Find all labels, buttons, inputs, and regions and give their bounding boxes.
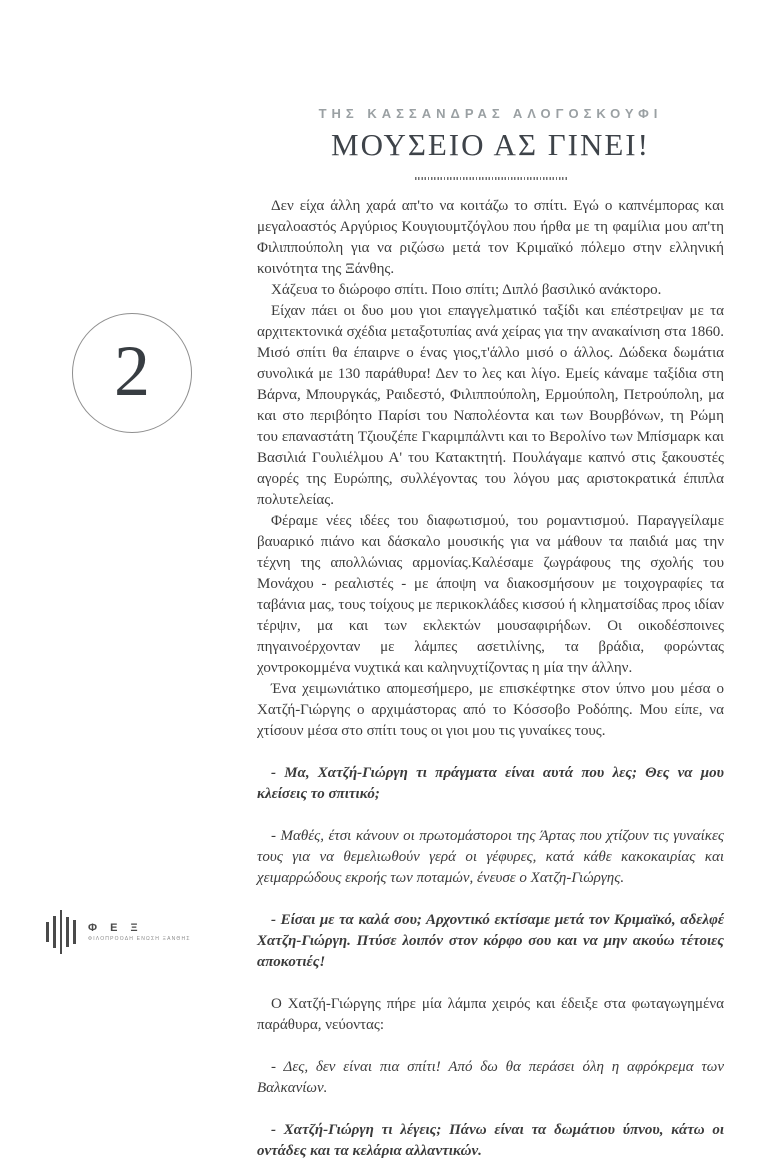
dotted-divider xyxy=(415,177,567,180)
dialogue-paragraph: - Δες, δεν είναι πια σπίτι! Από δω θα περάσει όλη η αφρόκρεμα των Βαλκανίων. xyxy=(257,1059,724,1096)
logo-text xyxy=(88,922,191,942)
logo-subtitle: ΦΙΛΟΠΡΟΟΔΗ ΕΝΩΣΗ ΞΑΝΘΗΣ xyxy=(88,936,191,942)
page-title: ΜΟΥΣΕΙΟ ΑΣ ΓΙΝΕΙ! xyxy=(331,127,650,162)
dialogue-paragraph: - Μα, Χατζή-Γιώργη τι πράγματα είναι αυτά που λες; Θες να μου κλείσεις το σπιτικό; xyxy=(257,765,724,802)
paragraph: Χάζευα το διώροφο σπίτι. Ποιο σπίτι; Διπλό βασιλικό ανάκτορο. xyxy=(271,282,662,298)
paragraph: Ένα χειμωνιάτικο απομεσήμερο, με επισκέφτηκε στον ύπνο μου μέσα ο Χατζή-Γιώργης ο αρχιμάστορας από το Κόσσοβο Ροδόπης. Μου είπε, να χτίσουν μέσα στο σπίτι τους οι γιοι μου τις γυναίκες τους. xyxy=(257,681,724,739)
dialogue-paragraph: - Χατζή-Γιώργη τι λέγεις; Πάνω είναι τα δωμάτιου ύπνου, κάτω οι οντάδες και τα κελάρια αλλαντικών. xyxy=(257,1122,724,1159)
paragraph: Είχαν πάει οι δυο μου γιοι επαγγελματικό ταξίδι και επέστρεψαν με τα αρχιτεκτονικά σχέδια μεταξοτυπίας ανά χείρας για την ανακαίνιση στα 1860. Μισό σπίτι θα έπαιρνε ο ένας γιος,τ'άλλο μισό ο άλλος. Δώδεκα δωμάτια συνολικά με 130 παράθυρα! Δεν το λες και λίγο. Εμείς κάναμε ταξίδια στη Βάρνα, Μπουργκάς, Ραιδεστό, Φιλιππούπολη, Ερμούπολη, Πετρούπολη, μα και στο περιβόητο Παρίσι του Ναπολέοντα και των Βουρβόνων, τη Ρώμη του επαναστάτη Τζιουζέπε Γκαριμπάλντι και το Βερολίνο των Μπίσμαρκ και Βασιλιά Γουλιέλμου Α' του Κατακτητή. Πουλάγαμε καπνό στις ξακουστές αγορές της Ευρώπης, συλλέγοντας του λόγου μας αριστοκρατικά έπιπλα πολυτελείας. xyxy=(257,303,724,508)
paragraph: Ο Χατζή-Γιώργης πήρε μία λάμπα χειρός και έδειξε στα φωταγωγημένα παράθυρα, νεύοντας: xyxy=(257,996,724,1033)
dialogue-paragraph: - Μαθές, έτσι κάνουν οι πρωτομάστοροι της Άρτας που χτίζουν τις γυναίκες τους για να θεμελιωθούν γερά οι γέφυρες, κατά κάθε κακοκαιρίας και χειμαρρώδους εκροής των ποταμών, ένευσε ο Χατζη-Γιώργης. xyxy=(257,828,724,886)
dialogue-paragraph: - Είσαι με τα καλά σου; Αρχοντικό εκτίσαμε μετά τον Κριμαϊκό, αδελφέ Χατζη-Γιώργη. Πτύσε λοιπόν στον κόρφο σου και να μην ακούω τέτοιες αποκοτιές! xyxy=(257,912,724,970)
fex-logo xyxy=(46,910,191,954)
logo-acronym: Φ Ε Ξ xyxy=(88,922,143,934)
page-number-circle xyxy=(72,313,192,433)
paragraph: Φέραμε νέες ιδέες του διαφωτισμού, του ρομαντισμού. Παραγγείλαμε βαυαρικό πιάνο και δάσκαλο μουσικής για να μάθουν τα παιδιά μας την τέχνη της απολλώνιας αρμονίας.Καλέσαμε ζωγράφους της σχολής του Μονάχου - ρεαλιστές - με άποψη να διακοσμήσουν με τοιχογραφίες τα ταβάνια μας, τους τοίχους με περικοκλάδες κισσού ή κληματσίδας προς ιδίαν τέρψιν, μα και των εκλεκτών μουσαφιρήδων. Οι οικοδέσποινες πηγαινοέρχονταν με λάμπες ασετιλίνης, τα βράδια, φορώντας χοντροκομμένα νυχτικά και καληνυχτίζοντας η μία την άλλην. xyxy=(257,513,724,676)
article-body xyxy=(257,196,724,1162)
paragraph: Δεν είχα άλλη χαρά απ'το να κοιτάζω το σπίτι. Εγώ ο καπνέμπορας και μεγαλοαστός Αργύριος Κουγιουμτζόγλου που ήρθα με τη φαμίλια μου απ'τη Φιλιππούπολη για να ριζώσω μετά τον Κριμαϊκό πόλεμο στην ελληνική κοινότητα της Ξάνθης. xyxy=(257,198,724,277)
sound-bars-icon xyxy=(46,910,80,954)
page-number: 2 xyxy=(114,331,150,411)
article xyxy=(257,106,724,1162)
author-line: ΤΗΣ ΚΑΣΣΑΝΔΡΑΣ ΑΛΟΓΟΣΚΟΥΦΙ xyxy=(318,106,663,121)
